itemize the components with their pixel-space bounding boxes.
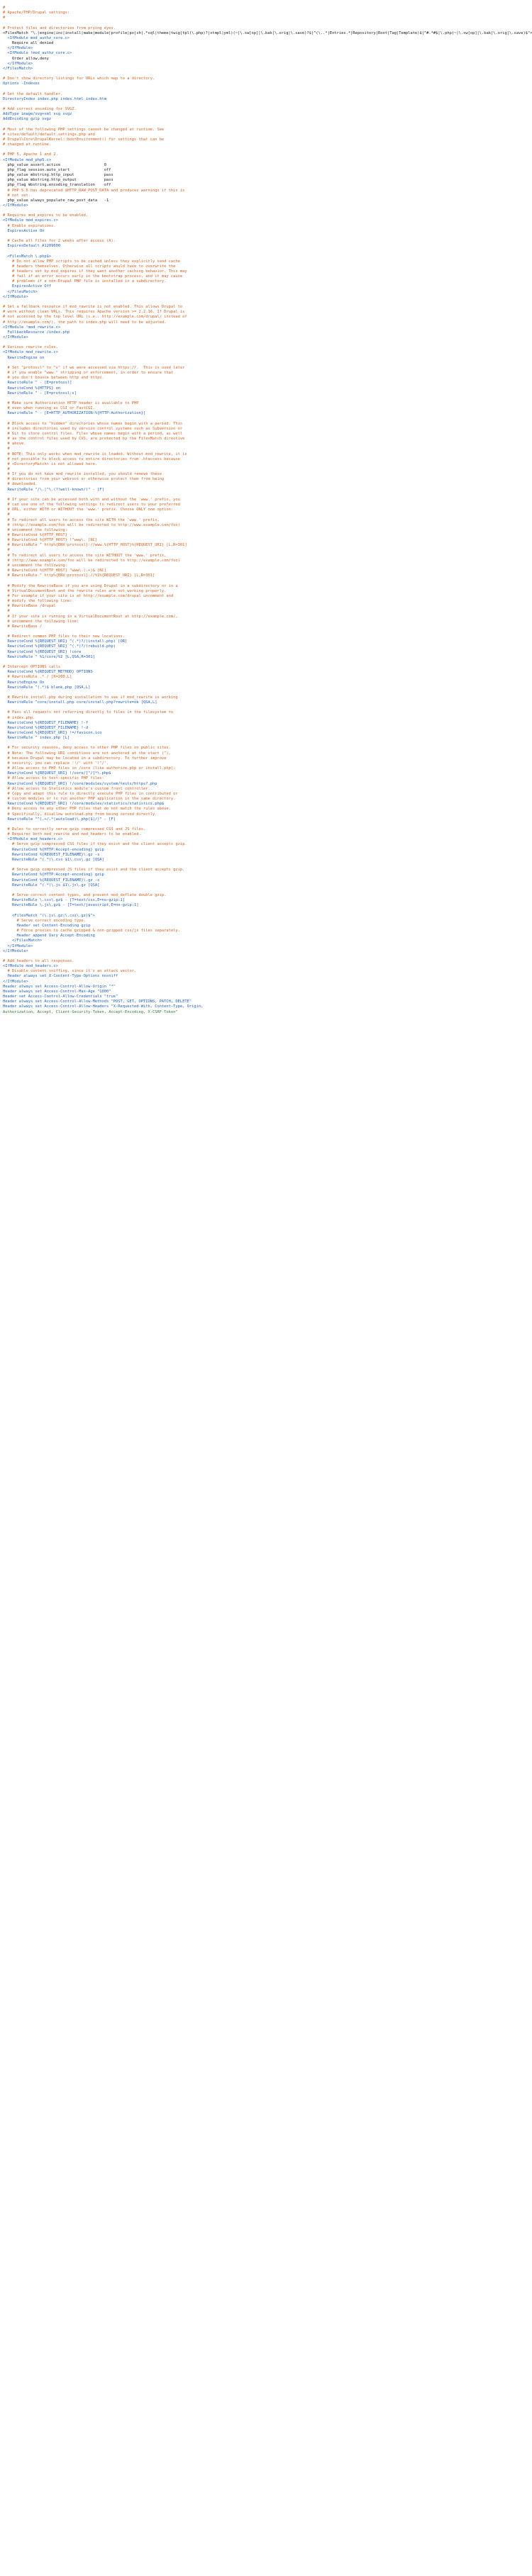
blank-line xyxy=(3,361,423,366)
code-line: DirectoryIndex index.php index.html index.htm xyxy=(3,96,107,101)
blank-line xyxy=(3,822,423,827)
comment-line: # downloaded. xyxy=(3,482,38,487)
code-line: </IfModule> xyxy=(3,335,28,340)
comment-line: # uncomment the following: xyxy=(3,527,67,532)
comment-line: # Block access to "hidden" directories whose names begin with a period. This xyxy=(3,421,183,426)
comment-line: # RewriteRule ^ http%{ENV:protossl}://%1%{REQUEST_URI} [L,R=301] xyxy=(3,573,155,578)
code-line: RewriteRule ^core/install.php core/install.php?rewrite=ok [QSA,L] xyxy=(3,700,157,705)
comment-line: # Apache/PHP/Drupal settings: xyxy=(3,11,70,16)
code-line: RewriteRule ^(.*)\.css $1\.css\.gz [QSA] xyxy=(3,857,104,862)
comment-line: # Allow access to test-specific PHP files: xyxy=(3,776,104,781)
code-line: RewriteCond %{REQUEST_FILENAME} !-f xyxy=(3,720,89,725)
code-line: RewriteRule ^(.*)$ blank.php [QSA,L] xyxy=(3,685,91,690)
comment-line: # Cache all files for 2 weeks after access (A). xyxy=(3,239,116,244)
blank-line xyxy=(3,234,423,239)
code-line: RewriteRule ^ - [E=HTTP_AUTHORIZATION:%{HTTP:Authorization}] xyxy=(3,411,146,416)
comment-line: # headers set by mod_expires if they want another caching behavior. This may xyxy=(3,269,187,274)
comment-line: # Set a fallback resource if mod_rewrite is not enabled. This allows Drupal to xyxy=(3,305,183,310)
code-line: Options -Indexes xyxy=(3,82,40,86)
comment-line: # Serve gzip compressed CSS files if they exist and the client accepts gzip. xyxy=(3,842,187,847)
code-line: RewriteRule ^(.*)\.js $1\.js\.gz [QSA] xyxy=(3,883,100,887)
code-line: RewriteCond %{HTTP:Accept-encoding} gzip xyxy=(3,847,104,852)
blank-line xyxy=(3,340,423,345)
comment-line: # Set the default handler. xyxy=(3,91,63,96)
code-line: <FilesMatch \.php$> xyxy=(3,254,52,259)
comment-line: # if you enable "www." stripping or enforcement, in order to ensure that xyxy=(3,371,174,376)
code-line: RewriteRule "/\.|^\.(?!well-known/)" - [F] xyxy=(3,487,104,492)
code-line: Header always set Access-Control-Allow-Origin "*" xyxy=(3,984,116,989)
comment-line: # Make sure Authorization HTTP header is available to PHP xyxy=(3,401,139,405)
comment-line: # For security reasons, deny access to other PHP files on public sites. xyxy=(3,746,171,751)
code-line: </IfModule> xyxy=(3,979,28,984)
code-line: Header set Access-Control-Allow-Credentials "true" xyxy=(3,995,118,999)
code-line: Header always set Access-Control-Max-Age "1000" xyxy=(3,989,111,994)
code-line: RewriteCond %{REQUEST_FILENAME} !-d xyxy=(3,725,89,730)
comment-line: # If your site is running in a VirtualDocumentRoot at http://example.com/, xyxy=(3,614,178,619)
comment-line: # RewriteCond %{HTTP_HOST} !^www\. [NC] xyxy=(3,538,98,543)
code-line: <IfModule mod_expires.c> xyxy=(3,218,58,223)
code-line: </FilesMatch> xyxy=(3,939,43,943)
blank-line xyxy=(3,102,423,107)
comment-line: # uncomment the following line: xyxy=(3,619,79,624)
comment-line: # Enable expirations. xyxy=(3,223,56,228)
comment-line: # PHP 5, Apache 1 and 2. xyxy=(3,152,58,157)
comment-line: # URL, either WITH or WITHOUT the 'www.' prefix. Choose ONLY one option: xyxy=(3,508,174,513)
comment-line: # Don't show directory listings for URLs which map to a directory. xyxy=(3,77,155,82)
comment-line: # problems if a non-Drupal PHP file is installed in a subdirectory. xyxy=(3,279,167,284)
code-line: Header set Content-Encoding gzip xyxy=(3,923,91,928)
code-line: </IfModule> xyxy=(3,46,33,51)
comment-line: # xyxy=(3,548,10,553)
comment-line: # xyxy=(3,513,10,517)
comment-line: # PHP 5.6 has deprecated $HTTP_RAW_POST_DATA and produces warnings if this is xyxy=(3,188,185,193)
comment-line: # If you do not have mod_rewrite installed, you should remove these xyxy=(3,472,162,477)
comment-line: # uncomment the following: xyxy=(3,563,67,568)
blank-line xyxy=(3,741,423,746)
comment-line: # xyxy=(3,467,10,471)
code-line: ExpiresActive On xyxy=(3,228,45,233)
blank-line xyxy=(3,690,423,695)
comment-line: # Requires mod_expires to be enabled. xyxy=(3,213,89,218)
blank-line xyxy=(3,249,423,254)
comment-line: # VirtualDocumentRoot and the rewrite rules are not working properly. xyxy=(3,588,167,593)
code-line: RewriteCond %{HTTPS} on xyxy=(3,386,61,391)
comment-line: # Do not allow PHP scripts to be cached unless they explicitly send cache xyxy=(3,259,180,264)
code-line: </IfModule> xyxy=(3,943,33,948)
code-line: RewriteCond %{REQUEST_URI} !=/favicon.ico xyxy=(3,731,102,736)
code-line: Order allow,deny xyxy=(3,56,49,61)
comment-line: # Allow access to Statistics module's custom front controller. xyxy=(3,786,150,791)
code-line: RewriteCond %{REQUEST_URI} !/core/[^/]*\.php$ xyxy=(3,771,111,776)
code-line: <IfModule !mod_authz_core.c> xyxy=(3,51,72,56)
code-line: RewriteRule "^(.+/.*|autoload)\.php($|/)" - [F] xyxy=(3,817,116,822)
code-line: </IfModule> xyxy=(3,203,28,208)
code-line: ExpiresActive Off xyxy=(3,284,52,289)
comment-line: # index.php. xyxy=(3,715,35,720)
comment-line: # To redirect all users to access the site WITHOUT the 'www.' prefix, xyxy=(3,553,167,558)
code-line: php_flag mbstring.encoding_translation off xyxy=(3,183,111,188)
comment-line: # Note: The following URI conditions are not anchored at the start (^), xyxy=(3,751,171,756)
blank-line xyxy=(3,954,423,959)
code-line: Header always set X-Content-Type-Options nosniff xyxy=(3,974,118,979)
comment-line: # <DirectoryMatch> is not allowed here. xyxy=(3,461,98,466)
comment-line: # can use one of the following settings to redirect users to your preferred xyxy=(3,503,180,508)
blank-line xyxy=(3,629,423,634)
code-line: RewriteRule \.css\.gz$ - [T=text/css,E=no-gzip:1] xyxy=(3,898,126,903)
blank-line xyxy=(3,888,423,893)
code-line: Authorization, Accept, Client-Security-Token, Accept-Encoding, X-CSRF-Token" xyxy=(3,1009,178,1014)
comment-line: # Pass all requests not referring directly to files in the filesystem to xyxy=(3,710,174,715)
blank-line xyxy=(3,863,423,868)
code-line: RewriteCond %{REQUEST_URI} !core xyxy=(3,649,82,654)
code-line: </IfModule> xyxy=(3,948,28,953)
comment-line: # RewriteRule ^ http%{ENV:protossl}://www.%{HTTP_HOST}%{REQUEST_URI} [L,R=301] xyxy=(3,543,187,548)
code-line: php_flag session.auto_start off xyxy=(3,167,111,172)
code-line: AddEncoding gzip svgz xyxy=(3,117,52,122)
comment-line: # RewriteRule .* / [R=200,L] xyxy=(3,675,72,680)
blank-line xyxy=(3,908,423,913)
code-line: <IfModule mod_headers.c> xyxy=(3,837,63,842)
code-line: RewriteRule \.js\.gz$ - [T=text/javascript,E=no-gzip:1] xyxy=(3,903,139,908)
code-line: RewriteCond %{REQUEST_URI} ^(.*)?/(install.php) [OR] xyxy=(3,639,128,644)
comment-line: # changed at runtime. xyxy=(3,142,52,147)
comment-line: # Serve correct encoding type. xyxy=(3,918,86,923)
comment-line: # not accessed by the top level URL (i.e.: http://example.com/drupal/ instead of xyxy=(3,315,187,320)
comment-line: # Modify the RewriteBase if you are using Drupal in a subdirectory or in a xyxy=(3,583,178,588)
comment-line: # Drupal\Core\DrupalKernel::bootEnvironment() for settings that can be xyxy=(3,137,165,142)
comment-line: # xyxy=(3,447,10,452)
comment-line: # sites/default/default.settings.php and xyxy=(3,132,95,137)
code-line: RewriteRule ^ - [E=protossl] xyxy=(3,381,72,386)
code-line: php_value mbstring.http_output pass xyxy=(3,178,113,183)
code-line: FallbackResource /index.php xyxy=(3,330,70,335)
comment-line: # Git to store control files. Files whose names begin with a period, as well xyxy=(3,431,183,436)
comment-line: # RewriteBase / xyxy=(3,624,43,629)
code-line: <IfModule mod_authz_core.c> xyxy=(3,35,70,40)
blank-line xyxy=(3,396,423,401)
comment-line: # (http://example.com/foo will be redirected to http://www.example.com/foo) xyxy=(3,522,180,527)
code-line: <FilesMatch "\.(engine|inc|install|make|module|profile|po|sh|.*sql|theme|twig|tpl(\.php)?|xtmpl|yml)(~|\.sw[op]|\.bak|\.orig|\.save)?$|^(\..*|Entries.*|Repository|Root|Tag|Template)$|^#.*#$|\.php(~|\.sw[op]|\.bak|\.orig|\.save)$"> xyxy=(3,30,532,35)
code-line: RewriteCond %{REQUEST_METHOD} OPTIONS xyxy=(3,670,93,675)
comment-line: # as the control files used by CVS, are protected by the FilesMatch directive xyxy=(3,437,185,442)
comment-line: # Serve gzip compressed JS files if they exist and the client accepts gzip. xyxy=(3,868,185,873)
code-line: RewriteCond %{REQUEST_FILENAME}\.gz -s xyxy=(3,878,100,883)
comment-line: # NOTE: This only works when mod_rewrite is loaded. Without mod_rewrite, it is xyxy=(3,452,187,457)
comment-line: # Set "protossl" to "s" if we were accessed via https://. This is used later xyxy=(3,365,185,370)
code-line: <IfModule mod_headers.c> xyxy=(3,964,58,969)
comment-line: # Allow access to PHP files in /core (like authorize.php or install.php): xyxy=(3,766,176,771)
blank-line xyxy=(3,705,423,710)
comment-line: # not set. xyxy=(3,193,31,198)
blank-line xyxy=(3,660,423,665)
blank-line xyxy=(3,21,423,26)
code-line: </FilesMatch> xyxy=(3,66,33,71)
comment-line: # Most of the following PHP settings cannot be changed at runtime. See xyxy=(3,127,165,132)
blank-line xyxy=(3,123,423,128)
code-line: Header always set Access-Control-Allow-Headers "X-Requested-With, Content-Type, Origin, xyxy=(3,1004,204,1009)
comment-line: # Serve correct content types, and prevent mod_deflate double gzip. xyxy=(3,892,167,897)
comment-line: # security, you can replace '!/' with '!^/'. xyxy=(3,761,109,766)
code-line: RewriteRule ^ %1/core/%2 [L,QSA,R=301] xyxy=(3,654,95,659)
code-line: Header append Vary Accept-Encoding xyxy=(3,934,95,939)
code-line: RewriteEngine on xyxy=(3,355,45,360)
comment-line: # xyxy=(3,609,10,614)
comment-line: # RewriteBase /drupal xyxy=(3,604,56,609)
comment-line: # fail if an error occurs early in the bootstrap process, and it may cause xyxy=(3,274,183,279)
code-line: RewriteCond %{REQUEST_URI} ^(.*)?/(rebuild.php) xyxy=(3,644,116,649)
comment-line: # http://example.com/), the path to index.php will need to be adjusted. xyxy=(3,320,167,325)
comment-line: # even when running as CGI or FastCGI. xyxy=(3,406,95,411)
comment-line: # because Drupal may be located in a subdirectory. To further improve xyxy=(3,756,167,761)
blank-line xyxy=(3,72,423,77)
comment-line: # (http://www.example.com/foo will be redirected to http://example.com/foo) xyxy=(3,558,180,563)
blank-line xyxy=(3,300,423,305)
comment-line: # RewriteCond %{HTTP_HOST} . xyxy=(3,533,72,538)
code-line: Header always set Access-Control-Allow-Methods "POST, GET, OPTIONS, PATCH, DELETE" xyxy=(3,999,192,1004)
code-line: </IfModule> xyxy=(3,61,33,66)
blank-line xyxy=(3,147,423,152)
comment-line: # work without clean URLs. This requires Apache version >= 2.2.16. If Drupal is xyxy=(3,310,185,315)
comment-line: # Add headers to all responses. xyxy=(3,958,74,963)
blank-line xyxy=(3,578,423,583)
code-line: RewriteEngine On xyxy=(3,680,45,685)
comment-line: # xyxy=(3,6,6,10)
code-line: AddType image/svg+xml svg svgz xyxy=(3,112,72,117)
blank-line xyxy=(3,493,423,498)
comment-line: # Various rewrite rules. xyxy=(3,345,58,350)
comment-line: # xyxy=(3,16,6,21)
comment-line: # Specifically, disallow autoload.php from being served directly. xyxy=(3,812,157,817)
comment-line: # custom modules or to run another PHP application in the same directory. xyxy=(3,797,176,802)
code-line: RewriteRule ^ - [E=protossl:s] xyxy=(3,391,77,396)
code-line: <FilesMatch "(\.js\.gz|\.css\.gz)$"> xyxy=(3,913,95,918)
code-line: ExpiresDefault A1209600 xyxy=(3,244,61,249)
comment-line: # For example if your site is at http://example.com/drupal uncomment and xyxy=(3,593,174,598)
code-line: RewriteCond %{REQUEST_URI} !/core/modules/statistics/statistics.php$ xyxy=(3,802,165,807)
comment-line: # Requires both mod_rewrite and mod_headers to be enabled. xyxy=(3,832,141,837)
code-line: <IfModule mod_rewrite.c> xyxy=(3,350,58,355)
code-line: php_value always_populate_raw_post_data -1 xyxy=(3,198,109,203)
code-line: </FilesMatch> xyxy=(3,289,38,294)
comment-line: # Copy and adapt this rule to directly execute PHP files in contributed or xyxy=(3,791,178,796)
code-line: <IfModule mod_php5.c> xyxy=(3,157,52,162)
comment-line: # Deny access to any other PHP files that do not match the rules above. xyxy=(3,807,171,812)
code-line: RewriteCond %{HTTP:Accept-encoding} gzip xyxy=(3,873,104,878)
code-line: RewriteCond %{REQUEST_URI} !/core/modules/system/tests/https?.php xyxy=(3,781,157,786)
comment-line: # includes directories used by version control systems such as Subversion or xyxy=(3,426,183,431)
comment-line: # To redirect all users to access the site WITH the 'www.' prefix, xyxy=(3,517,160,522)
comment-line: # you don't bounce between http and https. xyxy=(3,376,104,381)
comment-line: # Disable content sniffing, since it's an attack vector. xyxy=(3,969,137,974)
blank-line xyxy=(3,208,423,213)
code-line: RewriteCond %{REQUEST_FILENAME}\.gz -s xyxy=(3,852,100,857)
comment-line: # RewriteCond %{HTTP_HOST} ^www\.(.+)$ [NC] xyxy=(3,569,107,573)
code-line: <IfModule !mod_rewrite.c> xyxy=(3,325,61,330)
comment-line: # above. xyxy=(3,442,26,447)
comment-line: # not possible to block access to entire directories from .htaccess because xyxy=(3,457,180,461)
comment-line: # directories from your webroot or otherwise protect them from being xyxy=(3,477,165,482)
code-line: php_value assert.active 0 xyxy=(3,162,107,167)
comment-line: # Rewrite install.php during installation to see if mod_rewrite is working xyxy=(3,695,178,700)
comment-line: # If your site can be accessed both with and without the 'www.' prefix, you xyxy=(3,497,180,502)
comment-line: # Intercept OPTIONS calls xyxy=(3,665,61,670)
blank-line xyxy=(3,416,423,421)
code-line: Require all denied xyxy=(3,41,54,46)
comment-line: # modify the following line: xyxy=(3,599,72,604)
code-line: RewriteRule ^ index.php [L] xyxy=(3,736,70,741)
blank-line xyxy=(3,86,423,91)
comment-line: # Protect files and directories from prying eyes. xyxy=(3,26,116,30)
comment-line: # Add correct encoding for SVGZ. xyxy=(3,107,77,112)
comment-line: # headers themselves. Otherwise all scripts would have to overwrite the xyxy=(3,264,176,269)
code-line: </IfModule> xyxy=(3,294,28,299)
comment-line: # Force proxies to cache gzipped & non-gzipped css/js files separately. xyxy=(3,929,180,934)
code-line: php_value mbstring.http_input pass xyxy=(3,173,113,178)
comment-line: # Redirect common PHP files to their new locations. xyxy=(3,634,126,639)
comment-line: # Rules to correctly serve gzip compressed CSS and JS files. xyxy=(3,827,146,831)
